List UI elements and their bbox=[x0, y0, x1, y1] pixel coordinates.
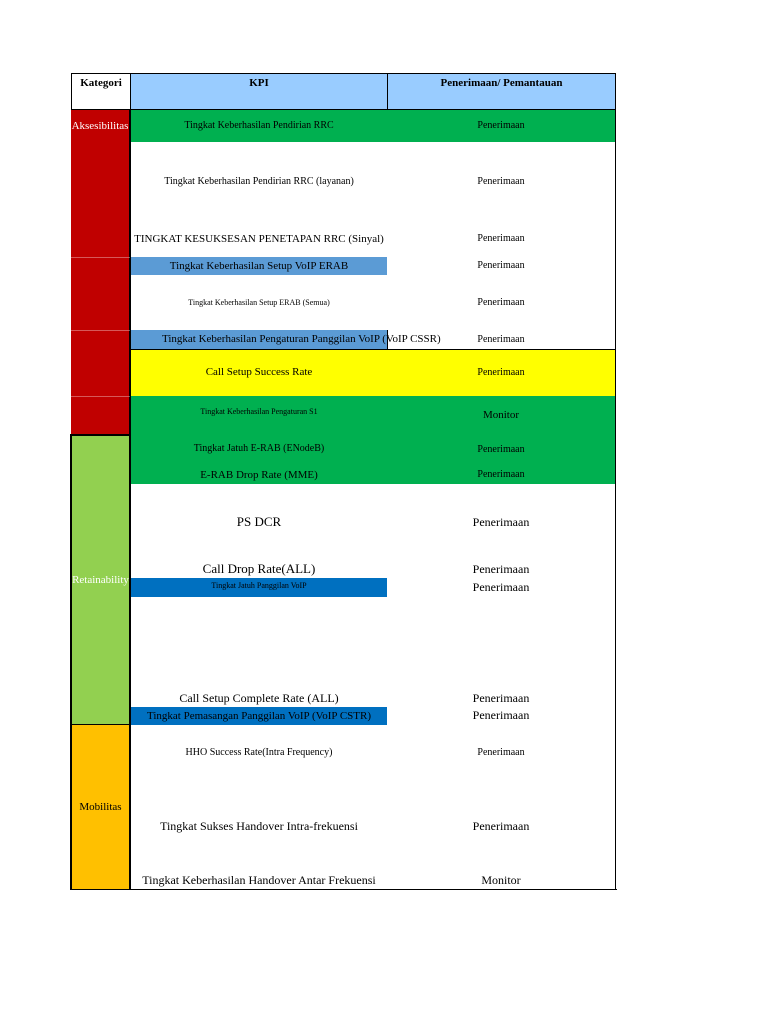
header-kategori: Kategori bbox=[71, 73, 131, 110]
kpi-cell bbox=[130, 434, 388, 467]
category-divider bbox=[71, 257, 130, 258]
header-penerimaan: Penerimaan/ Pemantauan bbox=[387, 73, 616, 110]
status-cell: Penerimaan bbox=[387, 330, 616, 350]
kpi-cell: Call Drop Rate(ALL) bbox=[130, 531, 388, 579]
category-retainability: Retainability bbox=[70, 434, 130, 726]
kpi-cell-text: Tingkat Keberhasilan Pengaturan Panggilan VoIP (VoIP CSSR) bbox=[162, 333, 441, 346]
status-cell: Monitor bbox=[387, 835, 616, 890]
status-cell: Penerimaan bbox=[387, 221, 616, 258]
status-cell: Penerimaan bbox=[387, 142, 616, 222]
kpi-cell: Tingkat Keberhasilan Setup VoIP ERAB bbox=[130, 257, 388, 276]
status-cell: Penerimaan bbox=[387, 275, 616, 331]
status-cell: Penerimaan bbox=[387, 578, 616, 598]
kpi-cell: Tingkat Keberhasilan Handover Antar Frekuensi bbox=[130, 835, 388, 890]
kpi-cell bbox=[130, 330, 441, 350]
kpi-cell: HHO Success Rate(Intra Frequency) bbox=[130, 725, 388, 781]
kpi-cell: PS DCR bbox=[130, 484, 388, 532]
kpi-cell: Tingkat Keberhasilan Pendirian RRC bbox=[130, 110, 388, 143]
status-cell: Monitor bbox=[387, 396, 616, 435]
status-cell: Penerimaan bbox=[387, 434, 616, 467]
status-cell: Penerimaan bbox=[387, 110, 616, 143]
status-cell: Penerimaan bbox=[387, 466, 616, 485]
kpi-cell: Call Setup Success Rate bbox=[130, 349, 388, 397]
category-aksesibilitas-fill bbox=[71, 142, 130, 434]
kpi-cell-text: Tingkat Keberhasilan Pengaturan S1 bbox=[200, 407, 318, 416]
status-cell: Penerimaan bbox=[387, 484, 616, 532]
kpi-cell: TINGKAT KESUKSESAN PENETAPAN RRC (Sinyal) bbox=[130, 221, 388, 258]
kpi-cell-text: Tingkat Jatuh E-RAB (ENodeB) bbox=[193, 443, 325, 454]
table-bottom-border bbox=[70, 889, 617, 890]
kpi-cell: Tingkat Pemasangan Panggilan VoIP (VoIP CSTR) bbox=[130, 707, 388, 726]
category-divider bbox=[71, 396, 130, 397]
status-cell: Penerimaan bbox=[387, 257, 616, 276]
kpi-cell: Tingkat Keberhasilan Setup ERAB (Semua) bbox=[130, 275, 388, 331]
kpi-cell: Tingkat Keberhasilan Pendirian RRC (layanan) bbox=[130, 142, 388, 222]
category-mobilitas: Mobilitas bbox=[70, 725, 130, 890]
kpi-cell: Call Setup Complete Rate (ALL) bbox=[130, 597, 388, 708]
kpi-cell: Tingkat Sukses Handover Intra-frekuensi bbox=[130, 780, 388, 836]
status-cell: Penerimaan bbox=[387, 725, 616, 781]
category-aksesibilitas: Aksesibilitas bbox=[71, 110, 130, 142]
kpi-cell: Tingkat Jatuh Panggilan VoIP bbox=[130, 578, 388, 598]
status-cell: Penerimaan bbox=[387, 780, 616, 836]
category-divider bbox=[71, 330, 130, 331]
kpi-cell bbox=[130, 396, 388, 435]
header-kpi: KPI bbox=[130, 73, 388, 110]
status-cell: Penerimaan bbox=[387, 349, 616, 397]
status-cell: Penerimaan bbox=[387, 597, 616, 708]
status-cell: Penerimaan bbox=[387, 707, 616, 726]
kpi-cell: E-RAB Drop Rate (MME) bbox=[130, 466, 388, 485]
status-cell: Penerimaan bbox=[387, 531, 616, 579]
